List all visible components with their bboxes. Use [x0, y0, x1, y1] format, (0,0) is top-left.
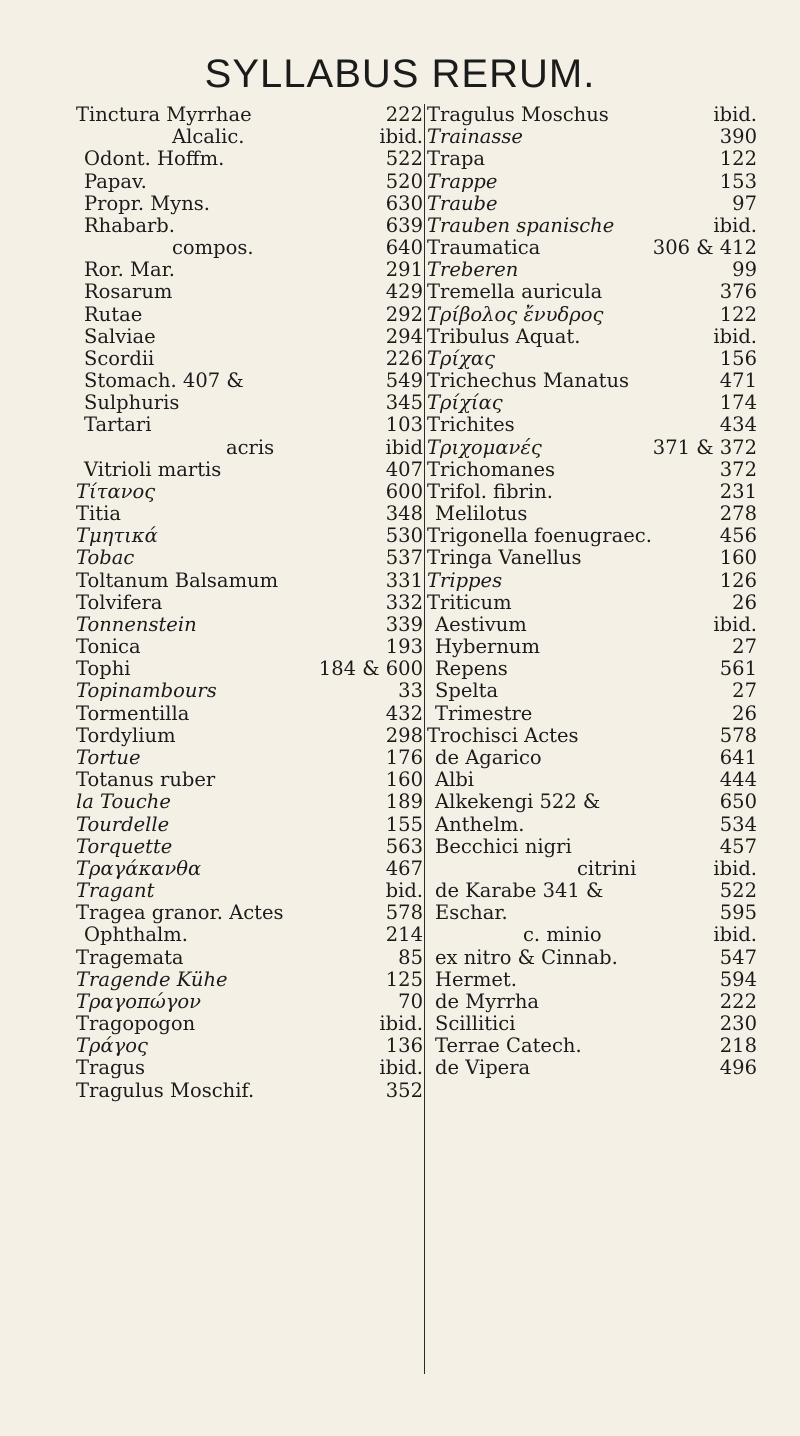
entry-page: 126 [719, 568, 757, 592]
entry-page: 372 [719, 457, 757, 481]
entry-page: 218 [719, 1034, 757, 1058]
entry-term: Papav. [84, 169, 147, 193]
index-entry [427, 281, 757, 303]
entry-page: 331 [385, 568, 423, 592]
entry-term: Aestivum [435, 612, 527, 636]
entry-term: la Touche [76, 790, 171, 814]
index-entry [76, 1057, 423, 1079]
entry-term: Τρίχας [427, 346, 496, 370]
entry-page: 578 [385, 901, 423, 925]
entry-page: 578 [719, 723, 757, 747]
index-entry [76, 348, 423, 370]
entry-page: ibid. [713, 213, 757, 237]
entry-term: Rutae [84, 302, 143, 326]
entry-term: Vitrioli martis [84, 457, 222, 481]
index-entry [76, 947, 423, 969]
index-entry [76, 281, 423, 303]
entry-page: 534 [719, 812, 757, 836]
entry-term: de Vipera [435, 1056, 531, 1080]
index-entry [427, 503, 757, 525]
entry-term: Trochisci Actes [427, 723, 579, 747]
index-entry [76, 969, 423, 991]
entry-page: ibid. [713, 856, 757, 880]
entry-term: Tobac [76, 546, 135, 570]
index-entry [76, 1080, 423, 1102]
entry-page: 332 [385, 590, 423, 614]
index-entry [427, 769, 757, 791]
entry-page: ibid. [379, 1012, 423, 1036]
index-entry [427, 658, 757, 680]
index-entry [427, 481, 757, 503]
entry-page: 530 [385, 524, 423, 548]
index-entry [76, 547, 423, 569]
index-entry [427, 348, 757, 370]
entry-page: 467 [385, 856, 423, 880]
entry-page: 650 [719, 790, 757, 814]
entry-page: 537 [385, 546, 423, 570]
index-entry [427, 148, 757, 170]
entry-page: 407 [385, 457, 423, 481]
index-entry [76, 481, 423, 503]
entry-term: Tragulus Moschif. [76, 1078, 255, 1102]
entry-page: 136 [385, 1034, 423, 1058]
entry-page: 429 [385, 280, 423, 304]
index-entry [427, 1013, 757, 1035]
index-entry [76, 680, 423, 702]
entry-page: 291 [385, 258, 423, 282]
entry-term: Tinctura Myrrhae [76, 103, 252, 126]
entry-page: 184 & 600 [318, 657, 423, 681]
entry-page: 522 [719, 879, 757, 903]
index-entry [76, 259, 423, 281]
entry-page: 520 [385, 169, 423, 193]
index-entry [76, 171, 423, 193]
entry-page: 639 [385, 213, 423, 237]
index-entry [427, 680, 757, 702]
index-entry [427, 592, 757, 614]
entry-page: 155 [385, 812, 423, 836]
entry-term: de Agarico [435, 745, 542, 769]
index-entry [427, 437, 757, 459]
entry-term: Ror. Mar. [84, 258, 175, 282]
entry-page: 214 [385, 923, 423, 947]
index-entry [427, 703, 757, 725]
index-entry [427, 104, 757, 126]
index-entry [427, 392, 757, 414]
index-entry [76, 747, 423, 769]
index-entry [76, 1035, 423, 1057]
index-entry [76, 326, 423, 348]
index-entry [76, 769, 423, 791]
index-entry [427, 880, 757, 902]
entry-term: Scillitici [435, 1012, 516, 1036]
index-entry [427, 858, 757, 880]
entry-page: 549 [385, 369, 423, 393]
entry-term: Becchici nigri [435, 834, 572, 858]
entry-page: 600 [385, 479, 423, 503]
entry-term: Hybernum [435, 635, 540, 659]
entry-term: Ophthalm. [84, 923, 188, 947]
entry-page: 371 & 372 [652, 435, 757, 459]
entry-term: Tartari [84, 413, 152, 437]
entry-term: Trichites [427, 413, 515, 437]
index-entry [427, 747, 757, 769]
entry-term: Trappe [427, 169, 498, 193]
entry-page: 26 [732, 590, 757, 614]
index-entry [427, 459, 757, 481]
entry-term: Τραγάκανθα [76, 856, 202, 880]
entry-page: 292 [385, 302, 423, 326]
index-entry [427, 969, 757, 991]
entry-term: Tophi [76, 657, 131, 681]
index-entry [76, 858, 423, 880]
index-entry [76, 525, 423, 547]
entry-page: 457 [719, 834, 757, 858]
index-entry [427, 171, 757, 193]
entry-page: ibid. [713, 923, 757, 947]
index-entry [427, 991, 757, 1013]
entry-page: 641 [719, 745, 757, 769]
entry-term: Rhabarb. [84, 213, 175, 237]
entry-term: Propr. Myns. [84, 191, 210, 215]
entry-page: 156 [719, 346, 757, 370]
entry-term: Trichechus Manatus [427, 369, 630, 393]
entry-page: 230 [719, 1012, 757, 1036]
entry-term: Tordylium [76, 723, 176, 747]
index-entry [76, 658, 423, 680]
index-entry [76, 459, 423, 481]
entry-term: compos. [172, 236, 254, 260]
entry-page: 348 [385, 502, 423, 526]
index-entry [427, 193, 757, 215]
index-entry [427, 547, 757, 569]
index-entry [76, 215, 423, 237]
entry-page: 298 [385, 723, 423, 747]
entry-term: Trapa [427, 147, 486, 171]
index-entry [76, 370, 423, 392]
index-entry [76, 924, 423, 946]
entry-term: Scordii [84, 346, 155, 370]
entry-page: 153 [719, 169, 757, 193]
index-entry [427, 126, 757, 148]
entry-term: Τραγοπώγον [76, 989, 201, 1013]
entry-term: acris [226, 435, 275, 459]
entry-term: Tonica [76, 635, 141, 659]
entry-term: Trichomanes [427, 457, 556, 481]
index-entry [76, 592, 423, 614]
entry-term: Tragulus Moschus [427, 103, 609, 126]
entry-term: Trimestre [435, 701, 533, 725]
entry-page: 189 [385, 790, 423, 814]
entry-page: 125 [385, 967, 423, 991]
entry-page: 160 [719, 546, 757, 570]
page-title: SYLLABUS RERUM. [204, 52, 596, 96]
entry-term: Tringa Vanellus [427, 546, 582, 570]
entry-page: 471 [719, 369, 757, 393]
entry-page: 231 [719, 479, 757, 503]
index-entry [76, 836, 423, 858]
entry-term: Traumatica [427, 236, 541, 260]
entry-page: ibid. [713, 324, 757, 348]
entry-page: 561 [719, 657, 757, 681]
index-entry [76, 725, 423, 747]
entry-term: Τίτανος [76, 479, 156, 503]
entry-term: Alcalic. [172, 125, 245, 149]
entry-term: Topinambours [76, 679, 217, 703]
entry-term: Toltanum Balsamum [76, 568, 279, 592]
index-entry [76, 437, 423, 459]
index-entry [427, 237, 757, 259]
index-entry [76, 237, 423, 259]
entry-page: 563 [385, 834, 423, 858]
entry-page: 99 [732, 258, 757, 282]
entry-page: 522 [385, 147, 423, 171]
entry-page: 496 [719, 1056, 757, 1080]
index-entry [76, 392, 423, 414]
entry-page: 345 [385, 391, 423, 415]
entry-page: 456 [719, 524, 757, 548]
index-entry [76, 414, 423, 436]
entry-term: Melilotus [435, 502, 528, 526]
entry-term: citrini [577, 856, 637, 880]
entry-term: Τράγος [76, 1034, 148, 1058]
index-entry [427, 947, 757, 969]
entry-page: 33 [398, 679, 423, 703]
entry-term: Tribulus Aquat. [427, 324, 581, 348]
entry-page: 376 [719, 280, 757, 304]
index-entry [427, 902, 757, 924]
entry-page: 352 [385, 1078, 423, 1102]
entry-term: Salviae [84, 324, 156, 348]
entry-page: 630 [385, 191, 423, 215]
entry-term: ex nitro & Cinnab. [435, 945, 618, 969]
entry-term: Eschar. [435, 901, 508, 925]
index-entry [76, 880, 423, 902]
index-entry [427, 326, 757, 348]
entry-page: 432 [385, 701, 423, 725]
index-entry [427, 1035, 757, 1057]
entry-page: 339 [385, 612, 423, 636]
entry-term: Tormentilla [76, 701, 190, 725]
entry-term: Tragant [76, 879, 155, 903]
index-entry [427, 1057, 757, 1079]
entry-term: Tortue [76, 745, 141, 769]
entry-page: 193 [385, 635, 423, 659]
entry-page: 122 [719, 147, 757, 171]
entry-page: 70 [398, 989, 423, 1013]
entry-term: de Karabe 341 & [435, 879, 604, 903]
entry-term: Odont. Hoffm. [84, 147, 225, 171]
entry-page: 222 [385, 103, 423, 126]
entry-page: bid. [385, 879, 423, 903]
entry-page: 594 [719, 967, 757, 991]
entry-term: Τριχομανές [427, 435, 542, 459]
index-entry [427, 636, 757, 658]
entry-term: Tragemata [76, 945, 184, 969]
index-entry [427, 814, 757, 836]
entry-term: Trifol. fibrin. [427, 479, 553, 503]
entry-page: ibid. [379, 125, 423, 149]
entry-page: 103 [385, 413, 423, 437]
entry-page: 122 [719, 302, 757, 326]
entry-term: Τρίβολος ἔνυδρος [427, 302, 604, 326]
entry-term: de Myrrha [435, 989, 540, 1013]
entry-term: Albi [435, 768, 475, 792]
entry-term: Alkekengi 522 & [435, 790, 601, 814]
entry-page: 294 [385, 324, 423, 348]
index-entry [76, 614, 423, 636]
entry-page: 390 [719, 125, 757, 149]
entry-page: 444 [719, 768, 757, 792]
index-entry [427, 614, 757, 636]
index-entry [76, 304, 423, 326]
entry-page: 278 [719, 502, 757, 526]
entry-page: ibid. [713, 103, 757, 126]
entry-term: Rosarum [84, 280, 173, 304]
entry-page: ibid. [379, 1056, 423, 1080]
entry-term: Τρίχίας [427, 391, 503, 415]
entry-term: Triticum [427, 590, 512, 614]
index-entry [76, 503, 423, 525]
entry-term: Tremella auricula [427, 280, 603, 304]
entry-page: 27 [732, 679, 757, 703]
entry-term: Trippes [427, 568, 503, 592]
entry-term: Trauben spanische [427, 213, 615, 237]
entry-term: Spelta [435, 679, 499, 703]
entry-page: 27 [732, 635, 757, 659]
entry-term: Tragus [76, 1056, 146, 1080]
entry-page: 640 [385, 236, 423, 260]
index-entry [427, 791, 757, 813]
index-entry [427, 836, 757, 858]
entry-term: Tragende Kühe [76, 967, 228, 991]
index-entry [76, 570, 423, 592]
index-entry [76, 902, 423, 924]
entry-term: Tragopogon [76, 1012, 196, 1036]
entry-term: Traube [427, 191, 498, 215]
index-entry [76, 1013, 423, 1035]
entry-page: 595 [719, 901, 757, 925]
index-entry [76, 703, 423, 725]
entry-term: Tourdelle [76, 812, 170, 836]
entry-page: 160 [385, 768, 423, 792]
index-column-right [427, 104, 757, 1080]
index-entry [76, 791, 423, 813]
index-entry [76, 104, 423, 126]
entry-page: 26 [732, 701, 757, 725]
entry-term: Tolvifera [76, 590, 163, 614]
entry-term: Tragea granor. Actes [76, 901, 284, 925]
entry-term: Tonnenstein [76, 612, 197, 636]
entry-page: ibid [385, 435, 423, 459]
index-column-left [76, 104, 423, 1102]
entry-term: Stomach. 407 & [84, 369, 244, 393]
index-entry [427, 304, 757, 326]
index-entry [427, 570, 757, 592]
index-entry [76, 193, 423, 215]
entry-page: 226 [385, 346, 423, 370]
entry-term: Repens [435, 657, 508, 681]
entry-term: Trigonella foenugraec. [427, 524, 652, 548]
entry-term: Trainasse [427, 125, 523, 149]
entry-term: Totanus ruber [76, 768, 216, 792]
entry-page: 176 [385, 745, 423, 769]
entry-term: Τμητικά [76, 524, 158, 548]
entry-term: c. minio [523, 923, 602, 947]
entry-page: ibid. [713, 612, 757, 636]
index-entry [76, 148, 423, 170]
entry-page: 174 [719, 391, 757, 415]
entry-page: 547 [719, 945, 757, 969]
index-entry [427, 924, 757, 946]
index-entry [427, 725, 757, 747]
index-entry [76, 126, 423, 148]
entry-term: Torquette [76, 834, 173, 858]
entry-term: Terrae Catech. [435, 1034, 582, 1058]
entry-term: Titia [76, 502, 121, 526]
index-entry [427, 215, 757, 237]
index-entry [427, 370, 757, 392]
index-entry [76, 814, 423, 836]
entry-term: Sulphuris [84, 391, 180, 415]
index-entry [76, 636, 423, 658]
index-entry [76, 991, 423, 1013]
entry-page: 222 [719, 989, 757, 1013]
index-entry [427, 414, 757, 436]
entry-page: 306 & 412 [652, 236, 757, 260]
entry-term: Hermet. [435, 967, 517, 991]
column-divider [424, 104, 425, 1374]
entry-page: 97 [732, 191, 757, 215]
index-entry [427, 525, 757, 547]
entry-term: Treberen [427, 258, 519, 282]
entry-page: 434 [719, 413, 757, 437]
index-entry [427, 259, 757, 281]
entry-page: 85 [398, 945, 423, 969]
entry-term: Anthelm. [435, 812, 525, 836]
